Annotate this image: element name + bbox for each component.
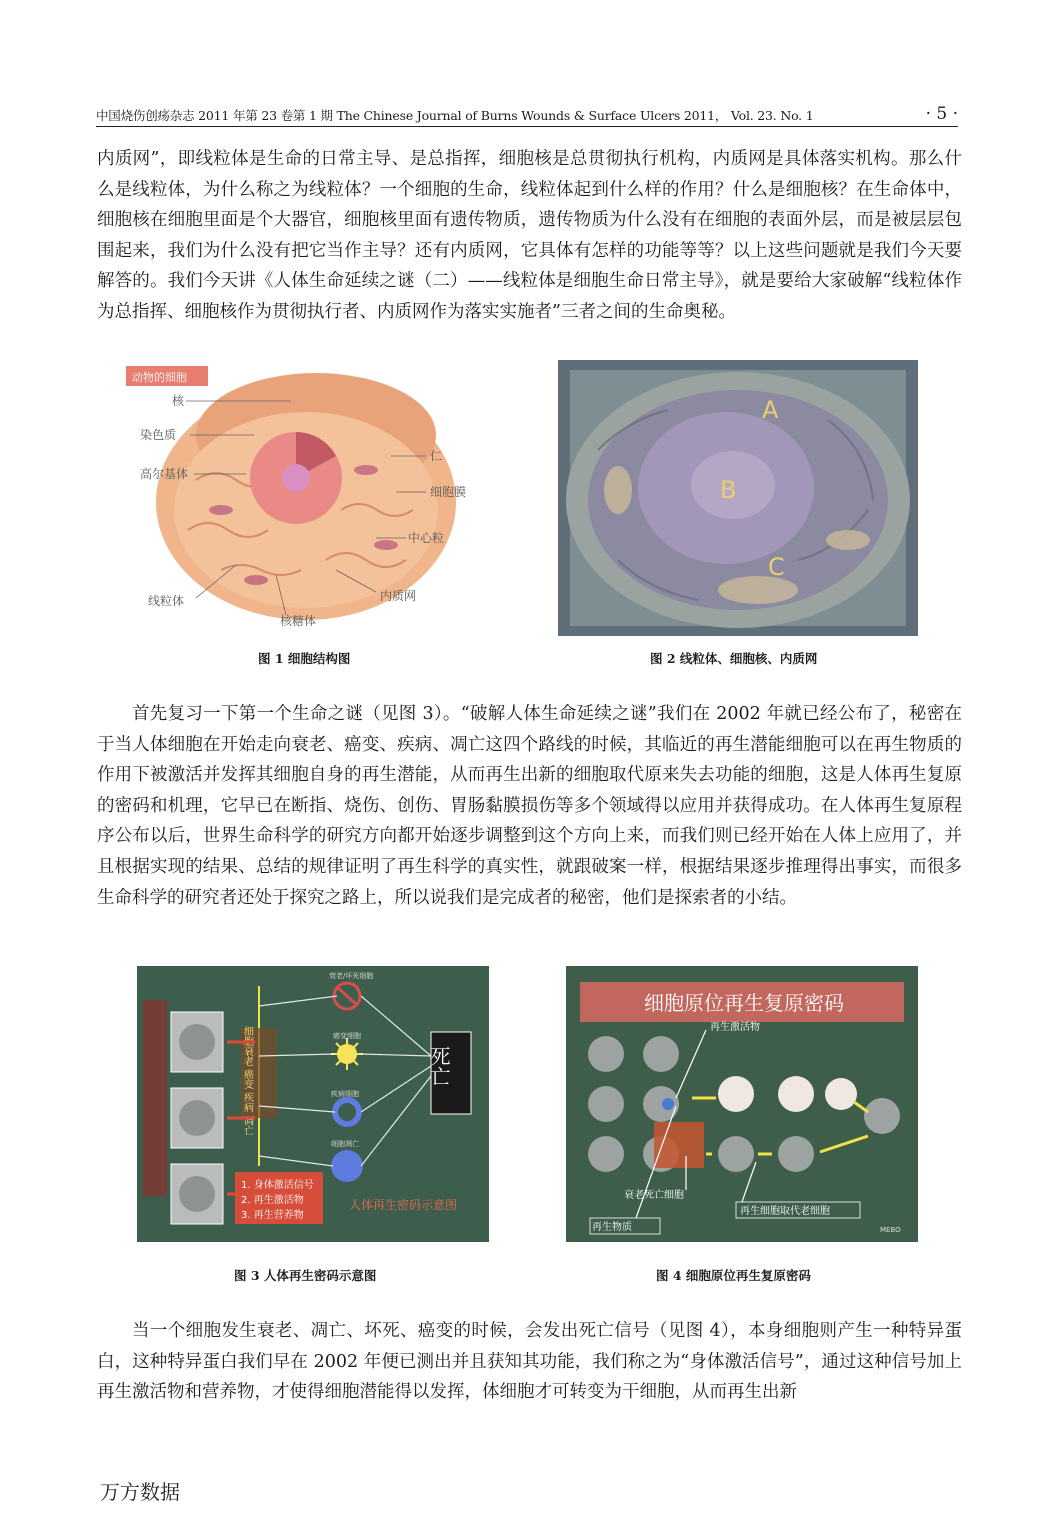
- fig1-label-nucleolus: 仁: [430, 449, 443, 463]
- body-paragraph-1: 内质网”，即线粒体是生命的日常主导、是总指挥，细胞核是总贯彻执行机构，内质网是具体落实机构。那么什么是线粒体，为什么称之为线粒体？一个细胞的生命，线粒体起到什么样的作用？什么是细胞核？在生命体中，细胞核在细胞里面是个大器官，细胞核里面有遗传物质，遗传物质为什么没有在细胞的表面外层，而是被层层包围起来，我们为什么没有把它当作主导？还有内质网，它具体有怎样的功能等等？以上这些问题就是我们今天要解答的。我们今天讲《人体生命延续之谜（二）——线粒体是细胞生命日常主导》，就是要给大家破解“线粒体作为总指挥、细胞核作为贯彻执行者、内质网作为落实实施者”三者之间的生命奥秘。: [97, 149, 962, 322]
- fig3-icon-label-3: 疾病细胞: [331, 1090, 359, 1098]
- fig3-death-label: 死亡: [427, 1046, 451, 1086]
- figure-3-regeneration-schematic: [137, 966, 489, 1242]
- figure-4-in-situ-regeneration: [566, 966, 918, 1242]
- figure-3-caption: 图 3 人体再生密码示意图: [234, 1268, 377, 1283]
- fig4-title: 细胞原位再生复原密码: [644, 991, 844, 1015]
- fig4-label-activator: 再生激活物: [710, 1022, 760, 1033]
- fig3-icon-label-1: 衰老/坏死细胞: [329, 972, 374, 980]
- fig2-label-a: A: [762, 396, 779, 424]
- figure-1-caption: 图 1 细胞结构图: [258, 651, 351, 666]
- fig1-label-er: 内质网: [380, 589, 417, 603]
- fig3-right-title: 人体再生密码示意图: [349, 1198, 458, 1212]
- fig4-mark: MEBO: [880, 1226, 901, 1234]
- fig1-label-golgi: 高尔基体: [140, 467, 189, 481]
- fig1-banner: 动物的细胞: [132, 371, 187, 384]
- fig2-label-b: B: [720, 476, 737, 504]
- source-watermark: 万方数据: [100, 1480, 180, 1504]
- fig1-label-mitochondria: 线粒体: [148, 594, 185, 608]
- fig3-list-3: 3. 再生营养物: [241, 1210, 304, 1221]
- fig4-label-substance: 再生物质: [592, 1222, 632, 1233]
- fig2-label-c: C: [768, 553, 785, 581]
- fig3-vertical-text: 细胞衰老 癌变 疾病 凋亡: [241, 1026, 253, 1136]
- running-header: [96, 104, 958, 127]
- page-number: · 5 ·: [925, 104, 958, 124]
- body-paragraph-2: 首先复习一下第一个生命之谜（见图 3）。“破解人体生命延续之谜”我们在 2002 年就已经公布了，秘密在于当人体细胞在开始走向衰老、癌变、疾病、凋亡这四个路线的时候，其临近的再生潜能细胞可以在再生物质的作用下被激活并发挥其细胞自身的再生潜能，从而再生出新的细胞取代原来失去功能的细胞，这是人体再生复原的密码和机理，它早已在断指、烧伤、创伤、胃肠黏膜损伤等多个领域得以应用并获得成功。在人体再生复原程序公布以后，世界生命科学的研究方向都开始逐步调整到这个方向上来，而我们则已经开始在人体上应用了，并且根据实现的结果、总结的规律证明了再生科学的真实性，就跟破案一样，根据结果逐步推理得出事实，而很多生命科学的研究者还处于探究之路上，所以说我们是完成者的秘密，他们是探索者的小结。: [97, 704, 962, 908]
- fig3-icon-label-2: 癌变细胞: [333, 1032, 361, 1040]
- fig4-label-aging: 衰老死亡细胞: [624, 1190, 684, 1201]
- fig4-label-replace: 再生细胞取代老细胞: [740, 1206, 830, 1217]
- fig3-list-2: 2. 再生激活物: [241, 1195, 304, 1206]
- fig1-label-nucleus: 核: [172, 394, 185, 408]
- figure-4-caption: 图 4 细胞原位再生复原密码: [656, 1268, 811, 1283]
- body-paragraph-3: 当一个细胞发生衰老、凋亡、坏死、癌变的时候，会发出死亡信号（见图 4），本身细胞则产生一种特异蛋白，这种特异蛋白我们早在 2002 年便已测出并且获知其功能，我们称之为“身体激活信号”，通过这种信号加上再生激活物和营养物，才使得细胞潜能得以发挥，体细胞才可转变为干细胞，从而再生出新: [97, 1321, 962, 1403]
- fig1-label-chromatin: 染色质: [140, 428, 177, 442]
- fig3-list-1: 1. 身体激活信号: [241, 1180, 314, 1191]
- fig3-icon-label-4: 细胞凋亡: [331, 1140, 359, 1148]
- figure-2-cell-photo: [558, 360, 918, 636]
- figure-1-cell-structure: [126, 360, 467, 632]
- fig1-label-ribosome: 核糖体: [280, 614, 317, 628]
- fig1-label-centriole: 中心粒: [408, 531, 445, 545]
- journal-title: 中国烧伤创疡杂志 2011 年第 23 卷第 1 期 The Chinese Journal of Burns Wounds & Surface Ulcers 2011， Vol. 23. No. 1: [96, 108, 814, 123]
- fig1-label-membrane: 细胞膜: [430, 485, 467, 499]
- figure-2-caption: 图 2 线粒体、细胞核、内质网: [650, 651, 818, 666]
